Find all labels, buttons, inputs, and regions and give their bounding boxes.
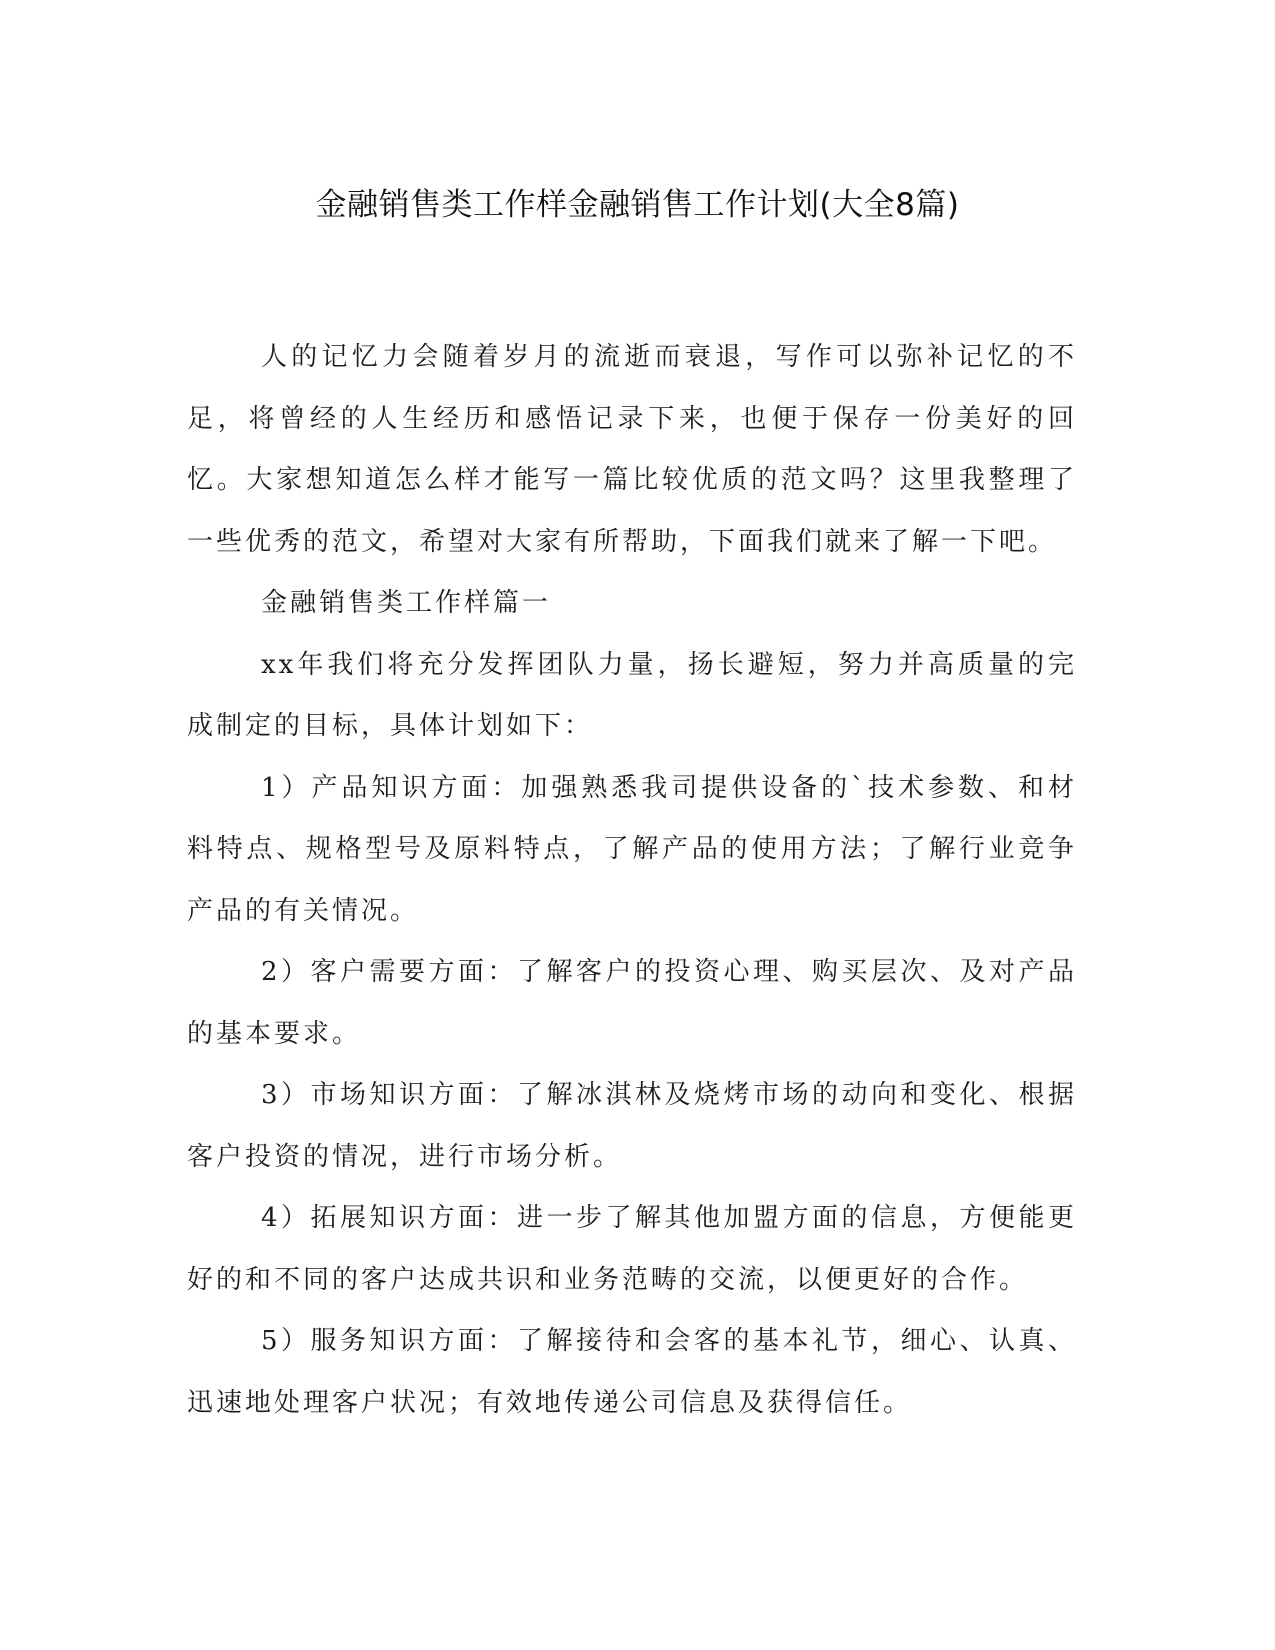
plan-item-market-knowledge: 3）市场知识方面：了解冰淇林及烧烤市场的动向和变化、根据客户投资的情况，进行市场分析。 — [187, 1080, 1077, 1172]
plan-item-customer-needs: 2）客户需要方面：了解客户的投资心理、购买层次、及对产品的基本要求。 — [187, 957, 1077, 1049]
section-heading: 金融销售类工作样篇一 — [261, 588, 552, 618]
intro-paragraph: 人的记忆力会随着岁月的流逝而衰退，写作可以弥补记忆的不足，将曾经的人生经历和感悟记录下来，也便于保存一份美好的回忆。大家想知道怎么样才能写一篇比较优质的范文吗？这里我整理了一些优秀的范文，希望对大家有所帮助，下面我们就来了解一下吧。 — [187, 342, 1077, 557]
document-title: 金融销售类工作样金融销售工作计划(大全8篇) — [315, 187, 960, 223]
plan-intro-paragraph: xx年我们将充分发挥团队力量，扬长避短，努力并高质量的完成制定的目标，具体计划如下： — [187, 649, 1077, 741]
plan-item-product-knowledge: 1）产品知识方面：加强熟悉我司提供设备的`技术参数、和材料特点、规格型号及原料特点，了解产品的使用方法；了解行业竞争产品的有关情况。 — [187, 772, 1077, 926]
document-body — [187, 327, 1077, 1434]
plan-item-service-knowledge: 5）服务知识方面：了解接待和会客的基本礼节，细心、认真、迅速地处理客户状况；有效地传递公司信息及获得信任。 — [187, 1326, 1077, 1418]
plan-item-expansion-knowledge: 4）拓展知识方面：进一步了解其他加盟方面的信息，方便能更好的和不同的客户达成共识和业务范畴的交流，以便更好的合作。 — [187, 1203, 1077, 1295]
